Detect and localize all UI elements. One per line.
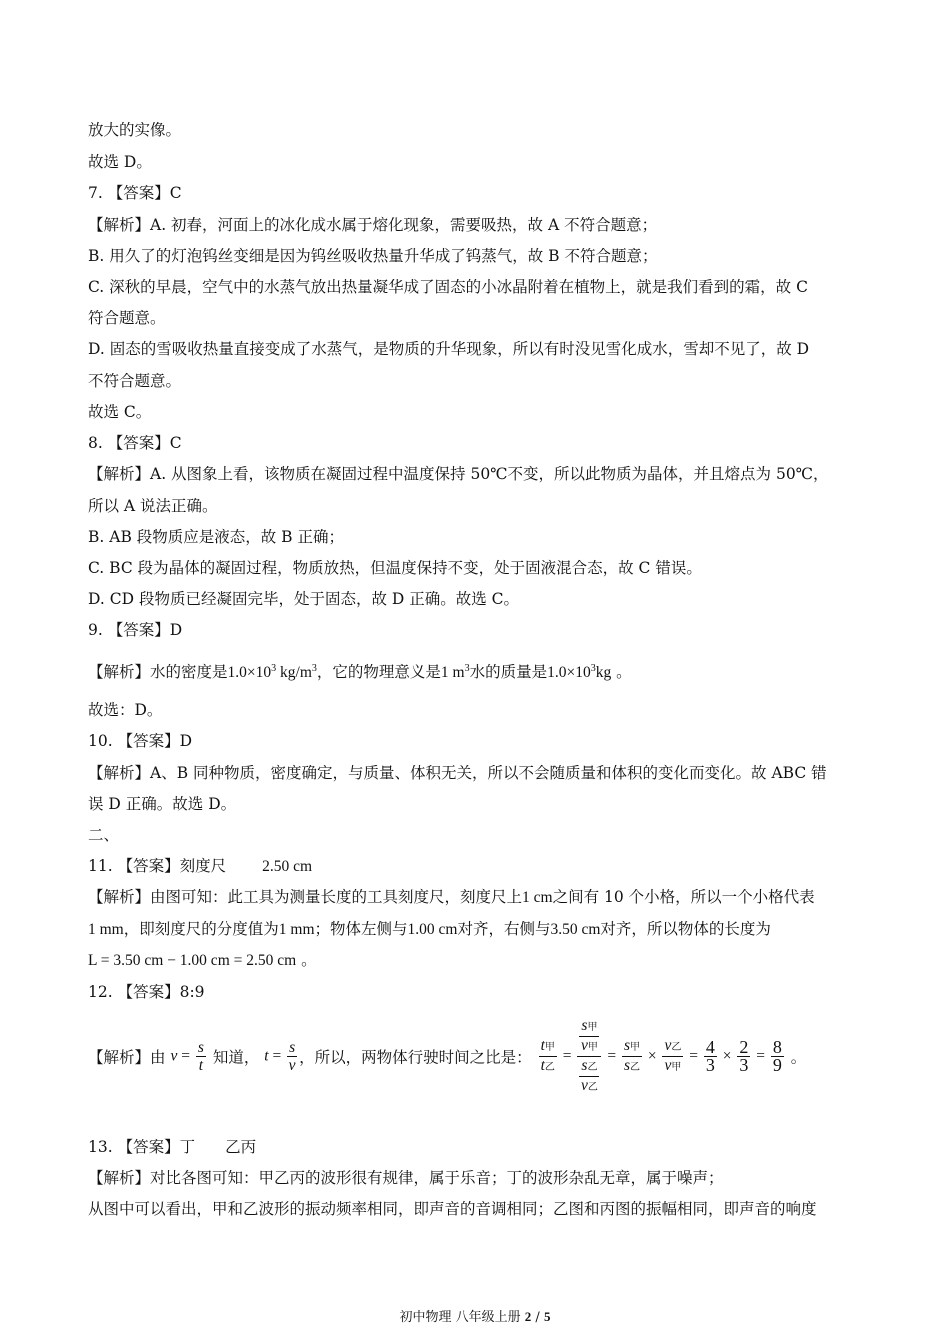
- math-op: =: [752, 1047, 769, 1065]
- math-op: =: [558, 1047, 576, 1065]
- text-line: C. 深秋的早晨，空气中的水蒸气放出热量凝华成了固态的小冰晶附着在植物上，就是我们看到的霜，故 C: [88, 278, 808, 296]
- math-var: v: [170, 1047, 178, 1065]
- page-separator: /: [531, 1310, 544, 1325]
- question-10-answer: 10. 【答案】D: [88, 732, 193, 750]
- text-line: 不符合题意。: [88, 372, 182, 390]
- question-7-answer: 7. 【答案】C: [88, 184, 182, 202]
- subscript: 甲: [587, 1042, 598, 1053]
- math-var: s: [623, 1037, 630, 1054]
- text-line: [88, 919, 771, 940]
- math-segment: 1 m: [440, 664, 465, 681]
- numerator: 2: [739, 1037, 749, 1057]
- text-segment: 。: [611, 663, 632, 681]
- text-line: 故选：D。: [88, 701, 163, 719]
- math-op: ×: [718, 1047, 736, 1065]
- text-line: 符合题意。: [88, 309, 166, 327]
- question-8-answer: 8. 【答案】C: [88, 434, 182, 452]
- denominator: 3: [705, 1055, 715, 1075]
- text-line: 从图中可以看出，甲和乙波形的振动频率相同，即声音的音调相同；乙图和丙图的振幅相同，即声音的响度: [88, 1200, 817, 1218]
- question-11-answer: [88, 856, 312, 877]
- math-segment: 1.0×10: [227, 664, 272, 681]
- math-segment: 3.50 cm: [550, 921, 601, 938]
- text-segment: 【解析】由: [88, 1048, 166, 1067]
- text-line: 放大的实像。: [88, 121, 182, 139]
- math-op: =: [603, 1047, 620, 1065]
- superscript: 3: [464, 663, 470, 674]
- text-line: B. AB 段物质应是液态，故 B 正确；: [88, 528, 345, 546]
- math-segment: 1 mm: [278, 921, 315, 938]
- text-line: B. 用久了的灯泡钨丝变细是因为钨丝吸收热量升华成了钨蒸气，故 B 不符合题意；: [88, 247, 658, 265]
- denominator: t: [198, 1057, 204, 1074]
- compound-fraction: [577, 1017, 601, 1096]
- fraction: [287, 1039, 297, 1074]
- math-segment: 1.0×10: [547, 664, 591, 681]
- math-var: t: [264, 1047, 269, 1065]
- question-12-answer: 12. 【答案】8:9: [88, 983, 205, 1001]
- math-segment: 2.50 cm: [262, 858, 313, 875]
- text-line: 【解析】对比各图可知：甲乙丙的波形很有规律，属于乐音；丁的波形杂乱无章，属于噪声；: [88, 1169, 724, 1187]
- text-segment: 11. 【答案】刻度尺: [88, 857, 227, 875]
- text-segment: 13. 【答案】丁: [88, 1138, 196, 1156]
- math-segment: kg: [595, 664, 612, 681]
- question-9-answer: 9. 【答案】D: [88, 621, 183, 639]
- text-line: [88, 950, 317, 971]
- subscript: 乙: [629, 1062, 640, 1073]
- density-explanation-line: [88, 659, 632, 683]
- page-footer: [0, 1306, 950, 1325]
- superscript: 3: [590, 663, 596, 674]
- math-var: s: [581, 1017, 588, 1034]
- equation-line: [88, 1017, 806, 1096]
- fraction: [622, 1037, 642, 1076]
- text-segment: 【解析】水的密度是: [88, 663, 228, 681]
- text-segment: 对齐，右侧与: [457, 920, 551, 938]
- numerator: s: [289, 1039, 296, 1056]
- subscript: 乙: [587, 1062, 598, 1073]
- text-segment: ，即刻度尺的分度值为: [123, 920, 279, 938]
- math-segment: kg/m: [276, 664, 312, 681]
- math-op: =: [177, 1047, 194, 1065]
- section-heading: 二、: [88, 826, 120, 844]
- text-line: 【解析】A、B 同种物质，密度确定，与质量、体积无关，所以不会随质量和体积的变化而变化。故 ABC 错: [88, 764, 827, 782]
- fraction: [196, 1039, 206, 1074]
- text-segment: 对齐，所以物体的长度为: [600, 920, 771, 938]
- math-var: v: [580, 1077, 588, 1094]
- numerator: s: [197, 1039, 204, 1056]
- text-line: D. CD 段物质已经凝固完毕，处于固态，故 D 正确。故选 C。: [88, 590, 520, 608]
- math-var: v: [664, 1057, 672, 1074]
- math-var: t: [540, 1037, 545, 1054]
- math-op: =: [268, 1047, 286, 1065]
- text-segment: 。: [296, 951, 317, 969]
- text-segment: ；物体左侧与: [314, 920, 408, 938]
- text-line: 故选 D。: [88, 153, 152, 171]
- text-line: 所以 A 说法正确。: [88, 497, 218, 515]
- fraction: [539, 1037, 557, 1076]
- subscript: 乙: [587, 1082, 598, 1093]
- text-line: [88, 887, 815, 908]
- text-segment: 【解析】由图可知：此工具为测量长度的工具刻度尺，刻度尺上: [88, 888, 523, 906]
- page-number: 2: [524, 1309, 532, 1324]
- math-segment: 1 mm: [88, 921, 124, 938]
- superscript: 3: [311, 663, 317, 674]
- subscript: 甲: [544, 1042, 555, 1053]
- math-var: t: [540, 1057, 545, 1074]
- text-line: 【解析】A. 初春，河面上的冰化成水属于熔化现象，需要吸热，故 A 不符合题意；: [88, 216, 658, 234]
- text-segment: ，所以，两物体行驶时间之比是：: [299, 1048, 532, 1067]
- text-segment: 乙丙: [225, 1138, 257, 1156]
- subscript: 乙: [544, 1062, 555, 1073]
- page-total: 5: [543, 1309, 551, 1324]
- subscript: 甲: [629, 1042, 640, 1053]
- text-segment: 水的质量是: [469, 663, 548, 681]
- math-var: v: [664, 1037, 672, 1054]
- math-var: s: [581, 1057, 588, 1074]
- denominator: 9: [772, 1055, 782, 1075]
- fraction: [771, 1039, 784, 1074]
- math-op: ×: [643, 1047, 661, 1065]
- text-segment: 知道，: [207, 1048, 260, 1067]
- denominator: v: [288, 1057, 296, 1074]
- text-line: 【解析】A. 从图象上看，该物质在凝固过程中温度保持 50℃不变，所以此物质为晶体，并且熔点为 50℃，: [88, 465, 829, 483]
- math-segment: L = 3.50 cm − 1.00 cm = 2.50 cm: [88, 952, 297, 969]
- math-segment: 1.00 cm: [407, 921, 458, 938]
- text-segment: ，它的物理意义是: [316, 663, 441, 681]
- fraction: [704, 1039, 717, 1074]
- math-op: =: [685, 1047, 702, 1065]
- subscript: 甲: [671, 1062, 682, 1073]
- footer-title: 初中物理 八年级上册: [399, 1310, 525, 1325]
- fraction: [737, 1039, 750, 1074]
- question-13-answer: [88, 1137, 256, 1157]
- numerator: 8: [772, 1037, 782, 1057]
- text-line: 故选 C。: [88, 403, 152, 421]
- denominator: 3: [739, 1055, 749, 1075]
- math-var: v: [580, 1037, 588, 1054]
- math-var: s: [623, 1057, 630, 1074]
- fraction: [662, 1037, 683, 1076]
- text-line: 误 D 正确。故选 D。: [88, 795, 237, 813]
- superscript: 3: [271, 663, 277, 674]
- text-line: D. 固态的雪吸收热量直接变成了水蒸气，是物质的升华现象，所以有时没见雪化成水，雪却不见了，故 D: [88, 340, 810, 358]
- text-segment: 之间有 10 个小格，所以一个小格代表: [552, 888, 815, 906]
- subscript: 甲: [587, 1022, 598, 1033]
- math-segment: 1 cm: [522, 889, 553, 906]
- subscript: 乙: [671, 1042, 682, 1053]
- text-line: C. BC 段为晶体的凝固过程，物质放热，但温度保持不变，处于固液混合态，故 C 错误。: [88, 559, 702, 577]
- numerator: 4: [705, 1037, 715, 1057]
- text-segment: 。: [785, 1048, 807, 1067]
